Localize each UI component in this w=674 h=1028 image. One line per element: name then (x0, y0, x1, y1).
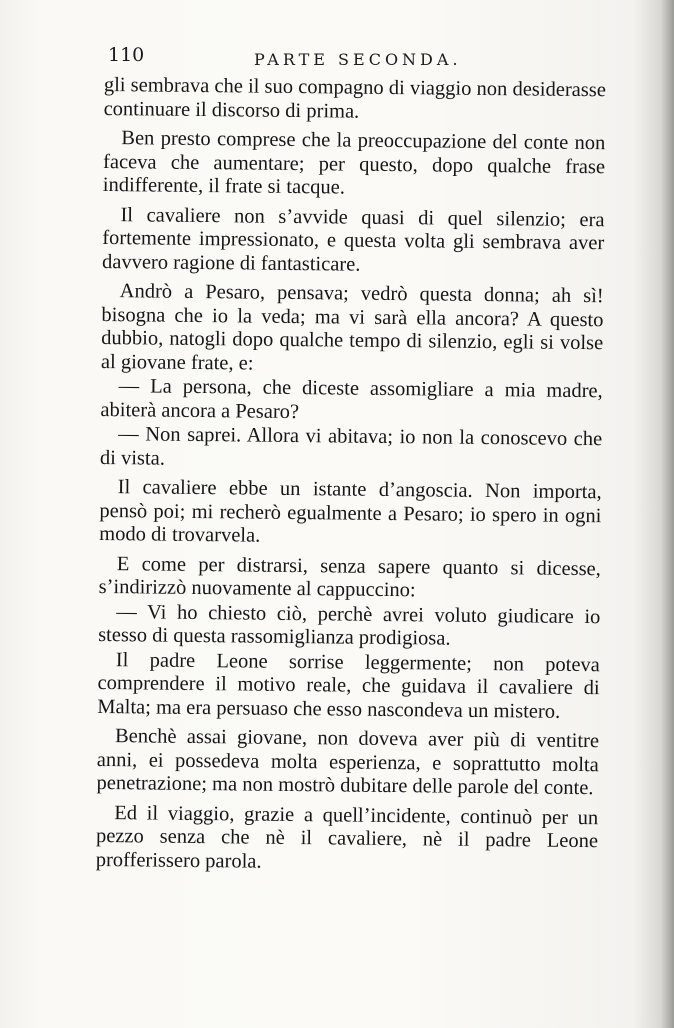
paragraph: Benchè assai giovane, non doveva aver più di ventitre anni, ei possedeva molta esperienza, e soprattutto molta penetrazione; ma non mostrò dubitare delle parole del conte. (96, 725, 600, 800)
paragraph: Ed il viaggio, grazie a quell’incidente, continuò per un pezzo senza che nè il cavaliere, nè il padre Leone profferissero parola. (95, 801, 599, 873)
paragraph: E come per distrarsi, senza sapere quanto si dicesse, s’indirizzò nuovamente al cappuccino: (98, 552, 601, 602)
paragraph: Il cavaliere ebbe un istante d’angoscia. Non importa, pensò poi; mi recherò egualmente a Pesaro; io spero in ogni modo di trovarvela. (99, 476, 602, 547)
paragraph: gli sembrava che il suo compagno di viaggio non desiderasse continuare il discorso di prima. (103, 74, 606, 123)
paragraph: Andrò a Pesaro, pensava; vedrò questa donna; ah sì! bisogna che io la veda; ma vi sarà ella ancora? A questo dubbio, natogli dopo qualche tempo di silenzio, egli si volse al giovane frate, e: (100, 280, 604, 375)
page-header (108, 44, 608, 74)
body-text (96, 74, 606, 883)
paragraph: Il padre Leone sorrise leggermente; non poteva comprendere il motivo reale, che guidava il cavaliere di Malta; ma era persuaso che esso nascondeva un mistero. (97, 648, 600, 723)
page-number: 110 (108, 44, 145, 66)
dialogue-line: — Vi ho chiesto ciò, perchè avrei voluto giudicare io stesso di questa rassomiglianza prodigiosa. (98, 600, 601, 650)
running-head: PARTE SECONDA. (254, 50, 462, 69)
dialogue-line: — La persona, che diceste assomigliare a mia madre, abiterà ancora a Pesaro? (100, 375, 603, 423)
paragraph: Il cavaliere non s’avvide quasi di quel silenzio; era fortemente impressionato, e questa volta gli sembrava aver davvero ragione di fantasticare. (101, 203, 605, 276)
dialogue-line: — Non saprei. Allora vi abitava; io non la conoscevo che di vista. (99, 423, 603, 470)
paragraph: Ben presto comprese che la preoccupazione del conte non faceva che aumentare; per questo, dopo qualche frase indifferente, il frate si tacque. (102, 127, 606, 199)
